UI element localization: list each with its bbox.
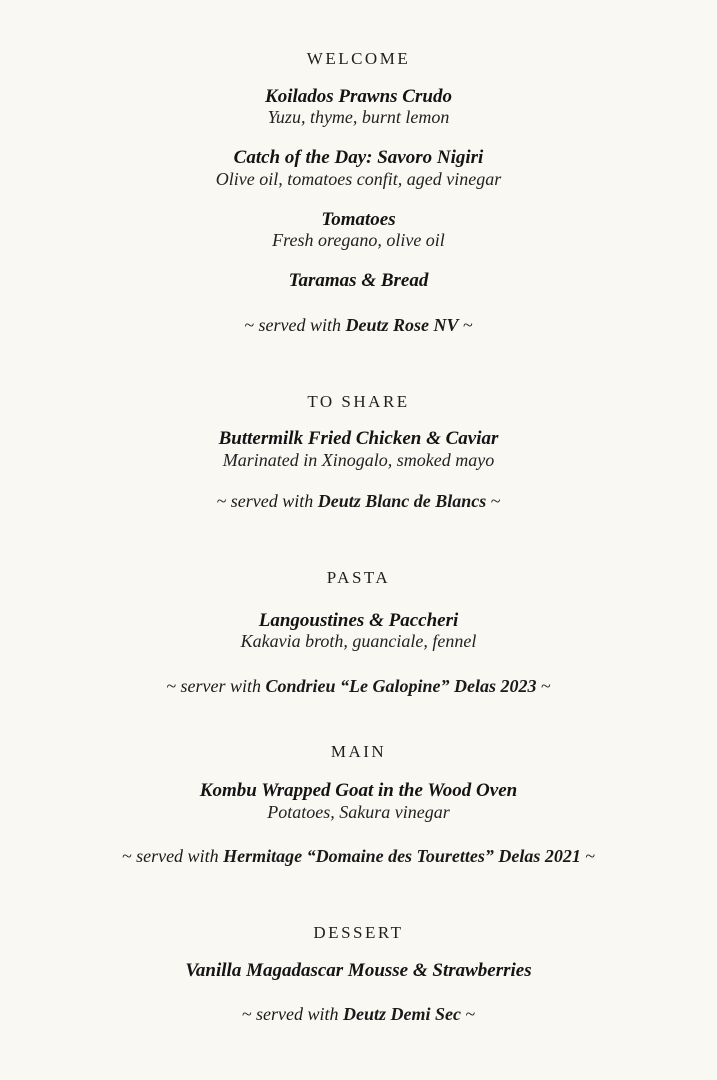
dish-name-fried-chicken-caviar: Buttermilk Fried Chicken & Caviar: [218, 428, 499, 449]
pairing-lead: ~ served with: [216, 491, 314, 511]
pairing-tail: ~: [465, 1004, 476, 1024]
pairing-wine: Condrieu “Le Galopine” Delas 2023: [265, 676, 537, 696]
dish-description-prawns-crudo: Yuzu, thyme, burnt lemon: [267, 107, 450, 127]
wine-pairing-main: [0, 845, 717, 867]
section-title-dessert: DESSERT: [313, 923, 404, 942]
pairing-wine: Deutz Blanc de Blancs: [317, 491, 487, 511]
section-title-to-share: TO SHARE: [307, 392, 410, 411]
section-title-main: MAIN: [330, 742, 387, 761]
dish-name-prawns-crudo: Koilados Prawns Crudo: [265, 86, 452, 107]
dish-name-taramas-bread: Taramas & Bread: [288, 270, 429, 291]
section-title-welcome: WELCOME: [306, 49, 411, 68]
dish-name-savoro-nigiri: Catch of the Day: Savoro Nigiri: [233, 147, 484, 168]
wine-pairing-welcome: [0, 314, 717, 336]
pairing-lead: ~ server with: [166, 676, 261, 696]
dish-name-kombu-goat: Kombu Wrapped Goat in the Wood Oven: [199, 780, 518, 801]
wine-pairing-pasta: [0, 675, 717, 697]
pairing-tail: ~: [585, 846, 596, 866]
pairing-lead: ~ served with: [241, 1004, 339, 1024]
pairing-lead: ~ served with: [244, 315, 341, 335]
dish-description-fried-chicken-caviar: Marinated in Xinogalo, smoked mayo: [222, 450, 495, 470]
dish-description-savoro-nigiri: Olive oil, tomatoes confit, aged vinegar: [215, 169, 502, 189]
wine-pairing-to-share: [0, 490, 717, 512]
dish-name-vanilla-mousse: Vanilla Magadascar Mousse & Strawberries: [185, 960, 532, 981]
pairing-tail: ~: [541, 676, 551, 696]
wine-pairing-dessert: [0, 1003, 717, 1025]
dish-name-langoustines-paccheri: Langoustines & Paccheri: [258, 610, 459, 631]
pairing-wine: Deutz Rose NV: [345, 315, 459, 335]
dish-description-langoustines-paccheri: Kakavia broth, guanciale, fennel: [240, 631, 477, 651]
dish-description-kombu-goat: Potatoes, Sakura vinegar: [267, 802, 450, 822]
pairing-lead: ~ served with: [121, 846, 219, 866]
dish-description-tomatoes: Fresh oregano, olive oil: [272, 230, 445, 250]
pairing-tail: ~: [463, 315, 473, 335]
pairing-wine: Deutz Demi Sec: [343, 1004, 461, 1024]
section-title-pasta: PASTA: [326, 568, 391, 587]
pairing-wine: Hermitage “Domaine des Tourettes” Delas 2021: [223, 846, 581, 866]
pairing-tail: ~: [490, 491, 501, 511]
dish-name-tomatoes: Tomatoes: [321, 209, 396, 230]
